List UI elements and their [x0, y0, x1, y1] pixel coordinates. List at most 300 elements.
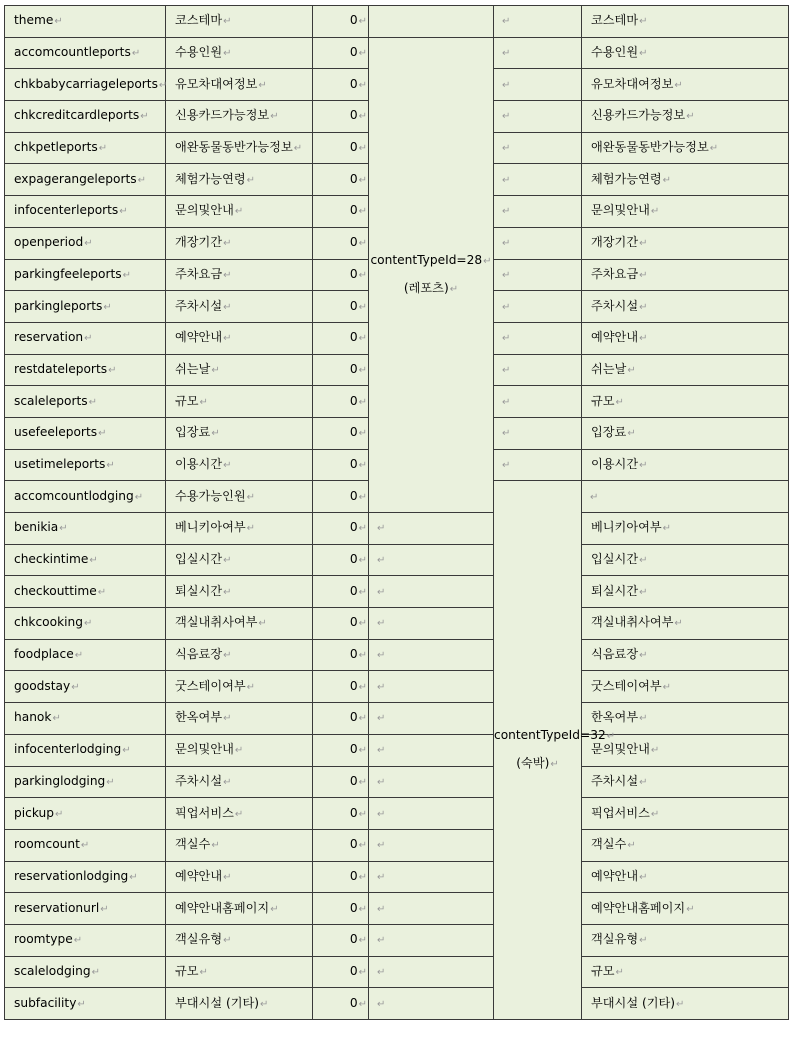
- field-number-cell-text: 0: [349, 520, 358, 535]
- field-desc-cell: [582, 132, 789, 164]
- field-label-cell: [166, 259, 313, 291]
- field-label-cell-text: 유모차대여정보: [175, 76, 258, 91]
- paragraph-mark-icon: [639, 713, 647, 724]
- field-name-cell: [5, 956, 166, 988]
- field-name-cell-text: subfacility: [14, 995, 77, 1010]
- content-type-line2: [369, 275, 493, 303]
- field-label-cell: [166, 227, 313, 259]
- field-label-cell-text: 주차요금: [175, 266, 223, 281]
- content-type-line1-text: contentTypeId=28: [370, 252, 483, 267]
- field-desc-cell-text: 주차시설: [591, 773, 639, 788]
- field-label-cell: [166, 861, 313, 893]
- field-label-cell-text: 코스테마: [175, 13, 223, 28]
- field-number-cell: [313, 703, 369, 735]
- paragraph-mark-icon: [84, 238, 92, 249]
- paragraph-mark-icon: [359, 523, 367, 534]
- field-name-cell-text: hanok: [14, 710, 52, 725]
- field-number-cell-text: 0: [349, 266, 358, 281]
- field-desc-cell: [582, 608, 789, 640]
- paragraph-mark-icon: [54, 16, 62, 27]
- field-desc-cell-text: 퇴실시간: [591, 583, 639, 598]
- paragraph-mark-icon: [502, 175, 510, 186]
- field-number-cell-text: 0: [349, 330, 358, 345]
- paragraph-mark-icon: [359, 999, 367, 1010]
- field-label-cell: [166, 956, 313, 988]
- field-name-cell-text: chkcreditcardleports: [14, 108, 140, 123]
- paragraph-mark-icon: [359, 809, 367, 820]
- field-label-cell: [166, 481, 313, 513]
- paragraph-mark-icon: [98, 428, 106, 439]
- field-name-cell: [5, 544, 166, 576]
- paragraph-mark-icon: [710, 143, 718, 154]
- field-number-cell-text: 0: [349, 710, 358, 725]
- paragraph-mark-icon: [123, 270, 131, 281]
- paragraph-mark-icon: [639, 872, 647, 883]
- paragraph-mark-icon: [674, 618, 682, 629]
- paragraph-mark-icon: [71, 682, 79, 693]
- field-desc-cell: [582, 703, 789, 735]
- field-number-cell: [313, 481, 369, 513]
- field-number-cell: [313, 164, 369, 196]
- paragraph-mark-icon: [159, 80, 167, 91]
- field-label-cell-text: 픽업서비스: [175, 805, 234, 820]
- paragraph-mark-icon: [639, 935, 647, 946]
- field-number-cell: [313, 639, 369, 671]
- empty-mark-cell: [582, 481, 789, 513]
- paragraph-mark-icon: [135, 492, 143, 503]
- table-row: [5, 988, 789, 1020]
- field-name-cell: [5, 671, 166, 703]
- field-number-cell-text: 0: [349, 361, 358, 376]
- paragraph-mark-icon: [359, 967, 367, 978]
- field-desc-cell: [582, 6, 789, 38]
- paragraph-mark-icon: [502, 397, 510, 408]
- field-name-cell: [5, 513, 166, 545]
- field-number-cell: [313, 259, 369, 291]
- paragraph-mark-icon: [639, 587, 647, 598]
- field-name-cell-text: benikia: [14, 520, 59, 535]
- field-number-cell: [313, 861, 369, 893]
- paragraph-mark-icon: [651, 809, 659, 820]
- paragraph-mark-icon: [75, 650, 83, 661]
- paragraph-mark-icon: [377, 618, 385, 629]
- content-type-line1: [494, 722, 606, 750]
- field-number-cell-text: 0: [349, 203, 358, 218]
- paragraph-mark-icon: [627, 840, 635, 851]
- paragraph-mark-icon: [359, 333, 367, 344]
- field-label-cell: [166, 766, 313, 798]
- field-desc-cell: [582, 956, 789, 988]
- field-desc-cell-text: 주차요금: [591, 266, 639, 281]
- field-desc-cell: [582, 259, 789, 291]
- field-number-cell-text: 0: [349, 171, 358, 186]
- field-number-cell: [313, 798, 369, 830]
- paragraph-mark-icon: [119, 206, 127, 217]
- field-label-cell: [166, 829, 313, 861]
- field-label-cell: [166, 196, 313, 228]
- field-label-cell: [166, 924, 313, 956]
- field-label-cell-text: 문의및안내: [175, 742, 234, 757]
- empty-mark-cell: [369, 924, 494, 956]
- field-desc-cell-text: 수용인원: [591, 45, 639, 60]
- field-name-cell: [5, 893, 166, 925]
- empty-mark-cell: [369, 608, 494, 640]
- field-number-cell: [313, 544, 369, 576]
- field-label-cell: [166, 893, 313, 925]
- empty-mark-cell: [369, 861, 494, 893]
- field-name-cell-text: goodstay: [14, 678, 71, 693]
- field-name-cell: [5, 322, 166, 354]
- paragraph-mark-icon: [98, 587, 106, 598]
- field-label-cell-text: 한옥여부: [175, 710, 223, 725]
- field-number-cell: [313, 322, 369, 354]
- field-label-cell-text: 문의및안내: [175, 203, 234, 218]
- paragraph-mark-icon: [639, 270, 647, 281]
- paragraph-mark-icon: [502, 111, 510, 122]
- empty-mark-cell: [369, 544, 494, 576]
- paragraph-mark-icon: [377, 777, 385, 788]
- empty-mark-cell: [369, 639, 494, 671]
- field-desc-cell: [582, 101, 789, 133]
- paragraph-mark-icon: [377, 555, 385, 566]
- field-number-cell-text: 0: [349, 108, 358, 123]
- paragraph-mark-icon: [663, 682, 671, 693]
- field-desc-cell-text: 규모: [591, 393, 615, 408]
- field-label-cell: [166, 608, 313, 640]
- empty-mark-cell: [369, 956, 494, 988]
- paragraph-mark-icon: [651, 745, 659, 756]
- field-label-cell-text: 쉬는날: [175, 361, 211, 376]
- empty-mark-cell: [369, 703, 494, 735]
- paragraph-mark-icon: [81, 840, 89, 851]
- field-name-cell-text: parkingleports: [14, 298, 103, 313]
- table-row: [5, 576, 789, 608]
- paragraph-mark-icon: [359, 270, 367, 281]
- table-row: [5, 893, 789, 925]
- paragraph-mark-icon: [258, 618, 266, 629]
- paragraph-mark-icon: [359, 618, 367, 629]
- paragraph-mark-icon: [77, 999, 85, 1010]
- field-label-cell: [166, 576, 313, 608]
- field-number-cell-text: 0: [349, 45, 358, 60]
- empty-mark-cell: [369, 671, 494, 703]
- field-label-cell: [166, 544, 313, 576]
- field-label-cell: [166, 417, 313, 449]
- paragraph-mark-icon: [103, 302, 111, 313]
- paragraph-mark-icon: [223, 650, 231, 661]
- field-label-cell-text: 체험가능연령: [175, 171, 246, 186]
- paragraph-mark-icon: [377, 745, 385, 756]
- field-label-cell-text: 이용시간: [175, 456, 223, 471]
- paragraph-mark-icon: [359, 745, 367, 756]
- field-number-cell: [313, 291, 369, 323]
- field-desc-cell-text: 문의및안내: [591, 203, 650, 218]
- field-number-cell: [313, 924, 369, 956]
- field-name-cell-text: scaleleports: [14, 393, 88, 408]
- paragraph-mark-icon: [639, 555, 647, 566]
- paragraph-mark-icon: [377, 523, 385, 534]
- empty-mark-cell: [369, 798, 494, 830]
- field-label-cell: [166, 734, 313, 766]
- field-number-cell: [313, 227, 369, 259]
- empty-mark-cell: [369, 829, 494, 861]
- paragraph-mark-icon: [377, 809, 385, 820]
- paragraph-mark-icon: [138, 175, 146, 186]
- field-name-cell: [5, 259, 166, 291]
- paragraph-mark-icon: [663, 523, 671, 534]
- field-name-cell-text: scalelodging: [14, 963, 91, 978]
- empty-mark-cell: [494, 69, 582, 101]
- paragraph-mark-icon: [502, 460, 510, 471]
- paragraph-mark-icon: [651, 206, 659, 217]
- paragraph-mark-icon: [502, 48, 510, 59]
- paragraph-mark-icon: [377, 840, 385, 851]
- paragraph-mark-icon: [223, 48, 231, 59]
- field-name-cell-text: infocenterleports: [14, 203, 119, 218]
- empty-mark-cell: [494, 322, 582, 354]
- field-name-cell: [5, 291, 166, 323]
- empty-mark-cell: [494, 132, 582, 164]
- table-row: [5, 956, 789, 988]
- field-desc-cell-text: 입장료: [591, 425, 627, 440]
- field-name-cell: [5, 861, 166, 893]
- paragraph-mark-icon: [377, 713, 385, 724]
- field-desc-cell-text: 예약안내: [591, 330, 639, 345]
- field-label-cell-text: 객실내취사여부: [175, 615, 258, 630]
- field-number-cell: [313, 893, 369, 925]
- field-desc-cell: [582, 924, 789, 956]
- paragraph-mark-icon: [686, 904, 694, 915]
- field-label-cell-text: 베니키아여부: [175, 520, 246, 535]
- field-label-cell: [166, 703, 313, 735]
- field-name-cell-text: infocenterlodging: [14, 742, 122, 757]
- empty-mark-cell: [369, 893, 494, 925]
- field-desc-cell-text: 애완동물동반가능정보: [591, 140, 709, 155]
- field-number-cell: [313, 101, 369, 133]
- field-desc-cell: [582, 386, 789, 418]
- field-name-cell-text: chkpetleports: [14, 140, 98, 155]
- field-number-cell-text: 0: [349, 615, 358, 630]
- field-label-cell: [166, 6, 313, 38]
- paragraph-mark-icon: [359, 302, 367, 313]
- field-label-cell: [166, 37, 313, 69]
- paragraph-mark-icon: [247, 492, 255, 503]
- field-label-cell-text: 입장료: [175, 425, 211, 440]
- paragraph-mark-icon: [223, 302, 231, 313]
- field-label-cell-text: 식음료장: [175, 647, 223, 662]
- field-number-cell-text: 0: [349, 76, 358, 91]
- field-desc-cell: [582, 893, 789, 925]
- field-name-cell-text: usetimeleports: [14, 456, 106, 471]
- field-name-cell-text: chkbabycarriageleports: [14, 76, 158, 91]
- paragraph-mark-icon: [132, 48, 140, 59]
- paragraph-mark-icon: [270, 111, 278, 122]
- field-label-cell-text: 객실수: [175, 837, 211, 852]
- field-number-cell: [313, 449, 369, 481]
- field-name-cell: [5, 766, 166, 798]
- field-name-cell: [5, 417, 166, 449]
- paragraph-mark-icon: [502, 238, 510, 249]
- field-name-cell: [5, 988, 166, 1020]
- paragraph-mark-icon: [627, 428, 635, 439]
- paragraph-mark-icon: [359, 650, 367, 661]
- table-body: [5, 6, 789, 1020]
- field-number-cell-text: 0: [349, 393, 358, 408]
- field-desc-cell: [582, 164, 789, 196]
- field-desc-cell-text: 이용시간: [591, 456, 639, 471]
- field-name-cell-text: reservationurl: [14, 900, 100, 915]
- field-label-cell-text: 예약안내: [175, 868, 223, 883]
- field-number-cell-text: 0: [349, 552, 358, 567]
- field-desc-cell-text: 객실유형: [591, 932, 639, 947]
- field-name-cell-text: roomtype: [14, 932, 73, 947]
- field-label-cell-text: 주차시설: [175, 773, 223, 788]
- field-number-cell-text: 0: [349, 647, 358, 662]
- field-name-cell: [5, 829, 166, 861]
- paragraph-mark-icon: [211, 365, 219, 376]
- field-label-cell: [166, 639, 313, 671]
- paragraph-mark-icon: [223, 333, 231, 344]
- field-name-cell-text: reservation: [14, 330, 84, 345]
- paragraph-mark-icon: [616, 397, 624, 408]
- content-type-line2: [494, 750, 581, 778]
- field-label-cell: [166, 291, 313, 323]
- paragraph-mark-icon: [129, 872, 137, 883]
- paragraph-mark-icon: [52, 713, 60, 724]
- paragraph-mark-icon: [359, 492, 367, 503]
- paragraph-mark-icon: [377, 967, 385, 978]
- field-name-cell: [5, 639, 166, 671]
- field-desc-cell-text: 식음료장: [591, 647, 639, 662]
- paragraph-mark-icon: [359, 428, 367, 439]
- field-desc-cell: [582, 291, 789, 323]
- paragraph-mark-icon: [686, 111, 694, 122]
- field-number-cell: [313, 386, 369, 418]
- paragraph-mark-icon: [359, 175, 367, 186]
- paragraph-mark-icon: [84, 618, 92, 629]
- field-desc-cell: [582, 861, 789, 893]
- field-name-cell-text: roomcount: [14, 837, 80, 852]
- paragraph-mark-icon: [359, 143, 367, 154]
- paragraph-mark-icon: [377, 872, 385, 883]
- field-number-cell-text: 0: [349, 583, 358, 598]
- paragraph-mark-icon: [140, 111, 148, 122]
- field-name-cell-text: restdateleports: [14, 361, 108, 376]
- paragraph-mark-icon: [639, 460, 647, 471]
- field-desc-cell: [582, 766, 789, 798]
- field-name-cell: [5, 196, 166, 228]
- field-name-cell: [5, 703, 166, 735]
- paragraph-mark-icon: [122, 745, 130, 756]
- paragraph-mark-icon: [359, 935, 367, 946]
- field-number-cell: [313, 196, 369, 228]
- field-number-cell: [313, 513, 369, 545]
- field-label-cell-text: 규모: [175, 393, 199, 408]
- field-desc-cell-text: 체험가능연령: [591, 171, 662, 186]
- field-number-cell-text: 0: [349, 900, 358, 915]
- paragraph-mark-icon: [616, 967, 624, 978]
- field-name-cell: [5, 576, 166, 608]
- paragraph-mark-icon: [502, 80, 510, 91]
- field-number-cell-text: 0: [349, 140, 358, 155]
- field-desc-cell-text: 픽업서비스: [591, 805, 650, 820]
- paragraph-mark-icon: [359, 777, 367, 788]
- field-desc-cell-text: 주차시설: [591, 298, 639, 313]
- paragraph-mark-icon: [359, 111, 367, 122]
- field-desc-cell-text: 굿스테이여부: [591, 678, 662, 693]
- table-row: [5, 6, 789, 38]
- table-row: [5, 703, 789, 735]
- paragraph-mark-icon: [483, 256, 491, 267]
- empty-mark-cell: [369, 766, 494, 798]
- empty-mark-cell: [369, 988, 494, 1020]
- field-name-cell: [5, 6, 166, 38]
- field-label-cell: [166, 354, 313, 386]
- paragraph-mark-icon: [247, 523, 255, 534]
- paragraph-mark-icon: [502, 333, 510, 344]
- field-desc-cell: [582, 69, 789, 101]
- table-row: [5, 924, 789, 956]
- empty-mark-cell: [494, 196, 582, 228]
- field-number-cell: [313, 69, 369, 101]
- field-label-cell-text: 객실유형: [175, 932, 223, 947]
- field-number-cell: [313, 671, 369, 703]
- paragraph-mark-icon: [377, 587, 385, 598]
- field-name-cell-text: accomcountlodging: [14, 488, 134, 503]
- field-label-cell: [166, 513, 313, 545]
- field-name-cell: [5, 798, 166, 830]
- paragraph-mark-icon: [89, 397, 97, 408]
- paragraph-mark-icon: [502, 302, 510, 313]
- field-number-cell: [313, 576, 369, 608]
- paragraph-mark-icon: [359, 904, 367, 915]
- field-number-cell-text: 0: [349, 773, 358, 788]
- empty-mark-cell: [494, 6, 582, 38]
- field-desc-cell-text: 예약안내: [591, 868, 639, 883]
- content-type-group-cell: [369, 37, 494, 512]
- field-label-cell-text: 입실시간: [175, 552, 223, 567]
- paragraph-mark-icon: [676, 999, 684, 1010]
- field-desc-cell-text: 입실시간: [591, 552, 639, 567]
- field-number-cell-text: 0: [349, 868, 358, 883]
- paragraph-mark-icon: [55, 809, 63, 820]
- field-desc-cell: [582, 988, 789, 1020]
- empty-mark-cell: [494, 449, 582, 481]
- paragraph-mark-icon: [99, 143, 107, 154]
- field-desc-cell: [582, 196, 789, 228]
- paragraph-mark-icon: [359, 713, 367, 724]
- field-number-cell-text: 0: [349, 932, 358, 947]
- paragraph-mark-icon: [108, 365, 116, 376]
- paragraph-mark-icon: [639, 777, 647, 788]
- field-label-cell-text: 예약안내: [175, 330, 223, 345]
- field-number-cell: [313, 988, 369, 1020]
- field-label-cell-text: 개장기간: [175, 235, 223, 250]
- field-number-cell: [313, 417, 369, 449]
- paragraph-mark-icon: [639, 238, 647, 249]
- paragraph-mark-icon: [590, 492, 598, 503]
- field-number-cell: [313, 354, 369, 386]
- empty-mark-cell: [494, 354, 582, 386]
- field-name-cell-text: usefeeleports: [14, 425, 98, 440]
- field-name-cell-text: foodplace: [14, 647, 74, 662]
- field-desc-cell-text: 신용카드가능정보: [591, 108, 686, 123]
- table-row: [5, 766, 789, 798]
- paragraph-mark-icon: [359, 238, 367, 249]
- content-type-line2-text: (레포츠): [403, 280, 449, 295]
- paragraph-mark-icon: [550, 759, 558, 770]
- field-name-cell-text: checkouttime: [14, 583, 97, 598]
